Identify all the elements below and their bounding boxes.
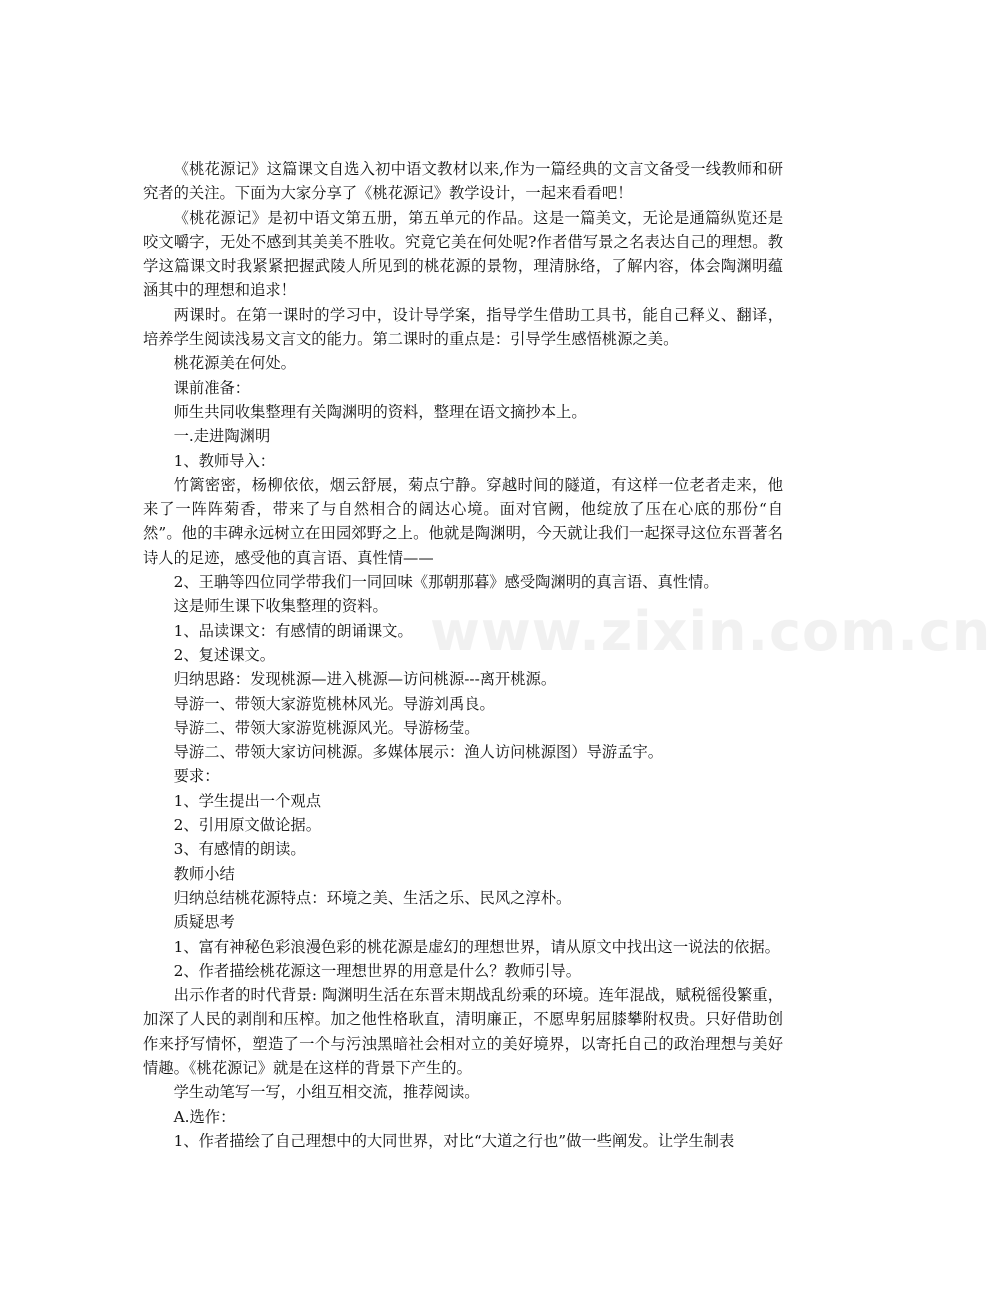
paragraph: 2、王聃等四位同学带我们一同回味《那朝那暮》感受陶渊明的真言语、真性情。 [173, 573, 719, 592]
paragraph: 1、品读课文：有感情的朗诵课文。 [173, 621, 413, 640]
paragraph: 要求： [173, 767, 220, 786]
paragraph: 这是师生课下收集整理的资料。 [173, 597, 388, 616]
list-item: 2、引用原文做论据。 [173, 816, 321, 835]
paragraph: 2、作者描绘桃花源这一理想世界的用意是什么？教师引导。 [173, 961, 582, 980]
paragraph: 《桃花源记》这篇课文自选入初中语文教材以来,作为一篇经典的文言文备受一线教师和研究者的关注。下面为大家分享了《桃花源记》教学设计，一起来看看吧！ [143, 160, 783, 203]
paragraph: 导游二、带领大家访问桃源。多媒体展示：渔人访问桃源图）导游孟宇。 [173, 743, 664, 762]
paragraph: 桃花源美在何处。 [173, 354, 296, 373]
paragraph: 导游一、带领大家游览桃林风光。导游刘禹良。 [173, 694, 495, 713]
section-heading: 教师小结 [173, 864, 235, 883]
paragraph: 归纳思路：发现桃源—进入桃源—访问桃源---离开桃源。 [173, 670, 557, 689]
paragraph: 导游二、带领大家游览桃源风光。导游杨莹。 [173, 718, 480, 737]
list-item: 3、有感情的朗读。 [173, 840, 306, 859]
paragraph: 1、教师导入： [173, 451, 276, 470]
section-heading: A.选作： [173, 1107, 236, 1126]
paragraph: 两课时。在第一课时的学习中，设计导学案，指导学生借助工具书，能自己释义、翻译，培养学生阅读浅易文言文的能力。第二课时的重点是：引导学生感悟桃源之美。 [143, 305, 783, 349]
paragraph: 课前准备： [173, 378, 251, 397]
section-heading: 一.走进陶渊明 [173, 427, 271, 446]
document-body [143, 157, 783, 1153]
paragraph: 出示作者的时代背景: 陶渊明生活在东晋末期战乱纷乘的环境。连年混战，赋税徭役繁重，加深了人民的剥削和压榨。加之他性格耿直，清明廉正，不愿卑躬屈膝攀附权贵。只好借助创作来抒写情怀，塑造了一个与污浊黑暗社会相对立的美好境界，以寄托自己的政治理想与美好情趣。《桃花源记》就是在这样的背景下产生的。 [143, 986, 783, 1077]
paragraph: 师生共同收集整理有关陶渊明的资料，整理在语文摘抄本上。 [173, 402, 587, 421]
paragraph: 1、作者描绘了自己理想中的大同世界，对比“大道之行也”做一些阐发。让学生制表 [173, 1131, 735, 1150]
section-heading: 质疑思考 [173, 913, 235, 932]
watermark: www.zixin.com.cn [430, 600, 991, 663]
paragraph: 归纳总结桃花源特点：环境之美、生活之乐、民风之淳朴。 [173, 888, 572, 907]
paragraph: 2、复述课文。 [173, 645, 276, 664]
paragraph: 1、富有神秘色彩浪漫色彩的桃花源是虚幻的理想世界，请从原文中找出这一说法的依据。 [173, 937, 780, 956]
paragraph: 《桃花源记》是初中语文第五册，第五单元的作品。这是一篇美文，无论是通篇纵览还是咬文嚼字，无处不感到其美美不胜收。究竟它美在何处呢?作者借写景之名表达自己的理想。教学这篇课文时我紧紧把握武陵人所见到的桃花源的景物，理清脉络，了解内容，体会陶渊明蕴涵其中的理想和追求！ [143, 208, 783, 300]
list-item: 1、学生提出一个观点 [173, 791, 321, 810]
paragraph: 竹篱密密，杨柳依依，烟云舒展，菊点宁静。穿越时间的隧道，有这样一位老者走来，他来了一阵阵菊香，带来了与自然相合的阔达心境。面对官阙，他绽放了压在心底的那份“自然”。他的丰碑永远树立在田园郊野之上。他就是陶渊明，今天就让我们一起探寻这位东晋著名诗人的足迹，感受他的真言语、真性情—— [143, 475, 783, 567]
paragraph: 学生动笔写一写，小组互相交流，推荐阅读。 [173, 1083, 480, 1102]
